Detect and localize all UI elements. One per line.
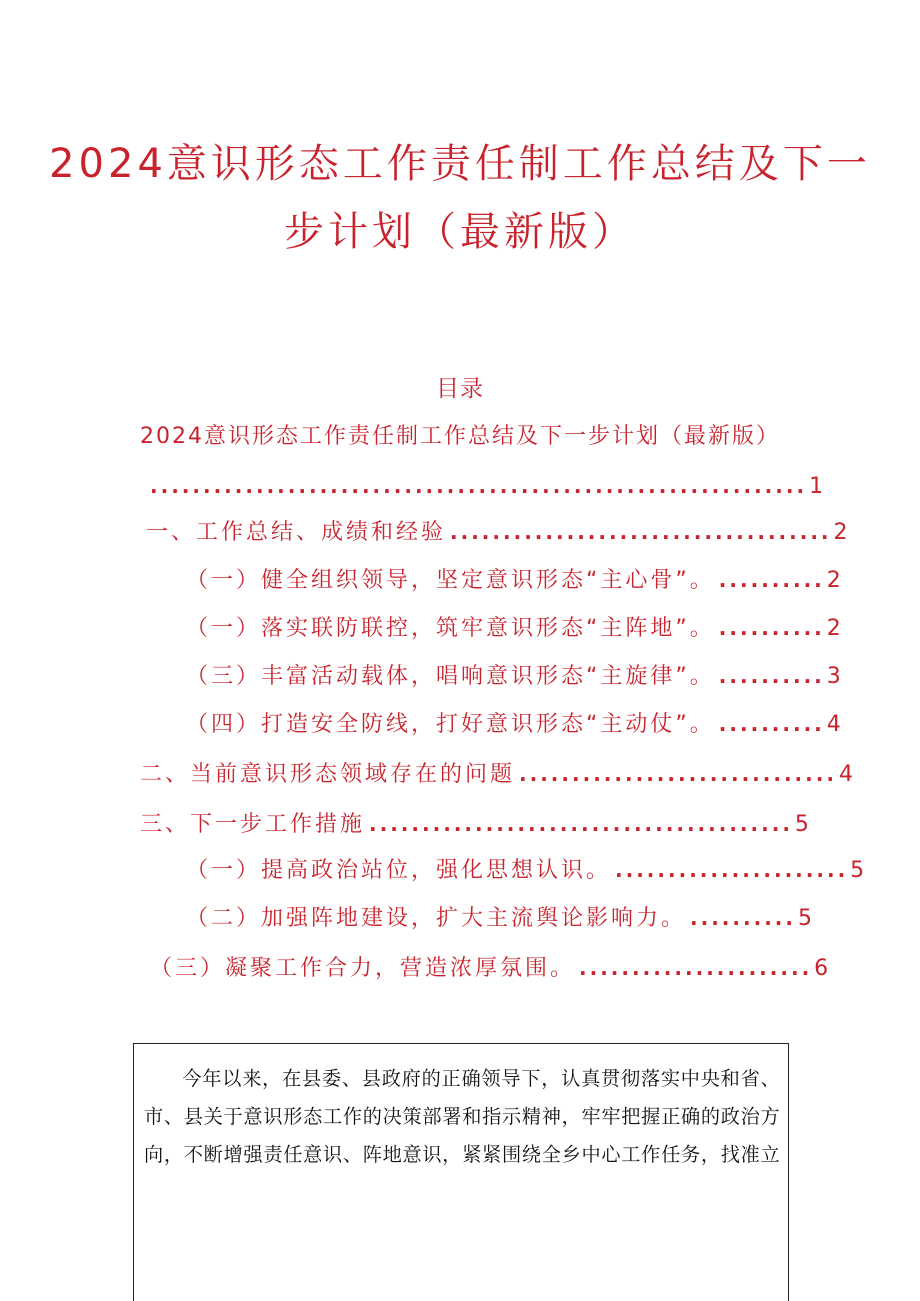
toc-entry-label: （一）落实联防联控，筑牢意识形态“主阵地”。 bbox=[186, 616, 715, 641]
toc-entry[interactable] bbox=[186, 664, 841, 689]
toc-entry[interactable] bbox=[186, 712, 841, 737]
toc-entry-label: 二、当前意识形态领域存在的问题 bbox=[140, 762, 516, 787]
toc-dot-leader: ...................... bbox=[615, 858, 849, 882]
toc-page-number: 2 bbox=[826, 616, 841, 641]
toc-dot-leader: .......... bbox=[718, 616, 825, 640]
toc-dot-leader: .......... bbox=[718, 712, 825, 736]
toc-entry-label: 一、工作总结、成绩和经验 bbox=[146, 520, 447, 545]
toc-page-number: 1 bbox=[809, 474, 824, 499]
toc-dot-leader: .............................. bbox=[519, 762, 837, 786]
toc-page-number: 4 bbox=[838, 762, 853, 787]
toc-page-number: 6 bbox=[814, 956, 829, 981]
toc-entry[interactable] bbox=[186, 906, 812, 931]
toc-dot-leader: .......... bbox=[718, 664, 825, 688]
toc-entry[interactable] bbox=[140, 812, 809, 837]
toc-entry-title-leader[interactable] bbox=[146, 474, 824, 499]
toc-page-number: 5 bbox=[794, 812, 809, 837]
toc-page-number: 4 bbox=[826, 712, 841, 737]
toc-entry-label: （三）丰富活动载体，唱响意识形态“主旋律”。 bbox=[186, 664, 715, 689]
toc-dot-leader: .......... bbox=[690, 906, 796, 930]
toc-dot-leader: .................................... bbox=[450, 520, 832, 544]
title-line-1: 2024意识形态工作责任制工作总结及下一 bbox=[49, 141, 871, 187]
body-paragraph: 今年以来，在县委、县政府的正确领导下，认真贯彻落实中央和省、市、县关于意识形态工作的决策部署和指示精神，牢牢把握正确的政治方向，不断增强责任意识、阵地意识，紧紧围绕全乡中心工作任务，找准立 bbox=[144, 1067, 780, 1166]
body-text-frame bbox=[133, 1043, 789, 1301]
title-line-2: 步计划（最新版） bbox=[284, 209, 636, 255]
toc-page-number: 5 bbox=[850, 858, 865, 883]
toc-entry[interactable] bbox=[146, 520, 848, 545]
toc-page-number: 2 bbox=[826, 568, 841, 593]
toc-entry-label: （二）加强阵地建设，扩大主流舆论影响力。 bbox=[186, 906, 687, 931]
toc-page-number: 2 bbox=[833, 520, 848, 545]
toc-dot-leader: ........................................ bbox=[369, 812, 793, 836]
toc-entry-label: （四）打造安全防线，打好意识形态“主动仗”。 bbox=[186, 712, 715, 737]
toc-entry[interactable] bbox=[186, 858, 865, 883]
toc-heading: 目录 bbox=[436, 376, 484, 402]
toc-entry-label: （三）凝聚工作合力，营造浓厚氛围。 bbox=[150, 956, 576, 981]
toc-dot-leader: ...................... bbox=[579, 956, 813, 980]
toc-entry-label: 三、下一步工作措施 bbox=[140, 812, 366, 837]
toc-page-number: 5 bbox=[798, 906, 812, 931]
toc-entry[interactable] bbox=[140, 762, 853, 787]
toc-entry-label: （一）提高政治站位，强化思想认识。 bbox=[186, 858, 612, 883]
toc-entry-label: （一）健全组织领导，坚定意识形态“主心骨”。 bbox=[186, 568, 715, 593]
toc-dot-leader: .......... bbox=[718, 568, 825, 592]
toc-dot-leader: .............................................................. bbox=[150, 474, 808, 498]
toc-entry[interactable] bbox=[186, 616, 841, 641]
toc-entry[interactable] bbox=[150, 956, 829, 981]
toc-entry-title[interactable]: 2024意识形态工作责任制工作总结及下一步计划（最新版） bbox=[140, 424, 780, 449]
toc-page-number: 3 bbox=[826, 664, 841, 689]
toc-entry[interactable] bbox=[186, 568, 841, 593]
